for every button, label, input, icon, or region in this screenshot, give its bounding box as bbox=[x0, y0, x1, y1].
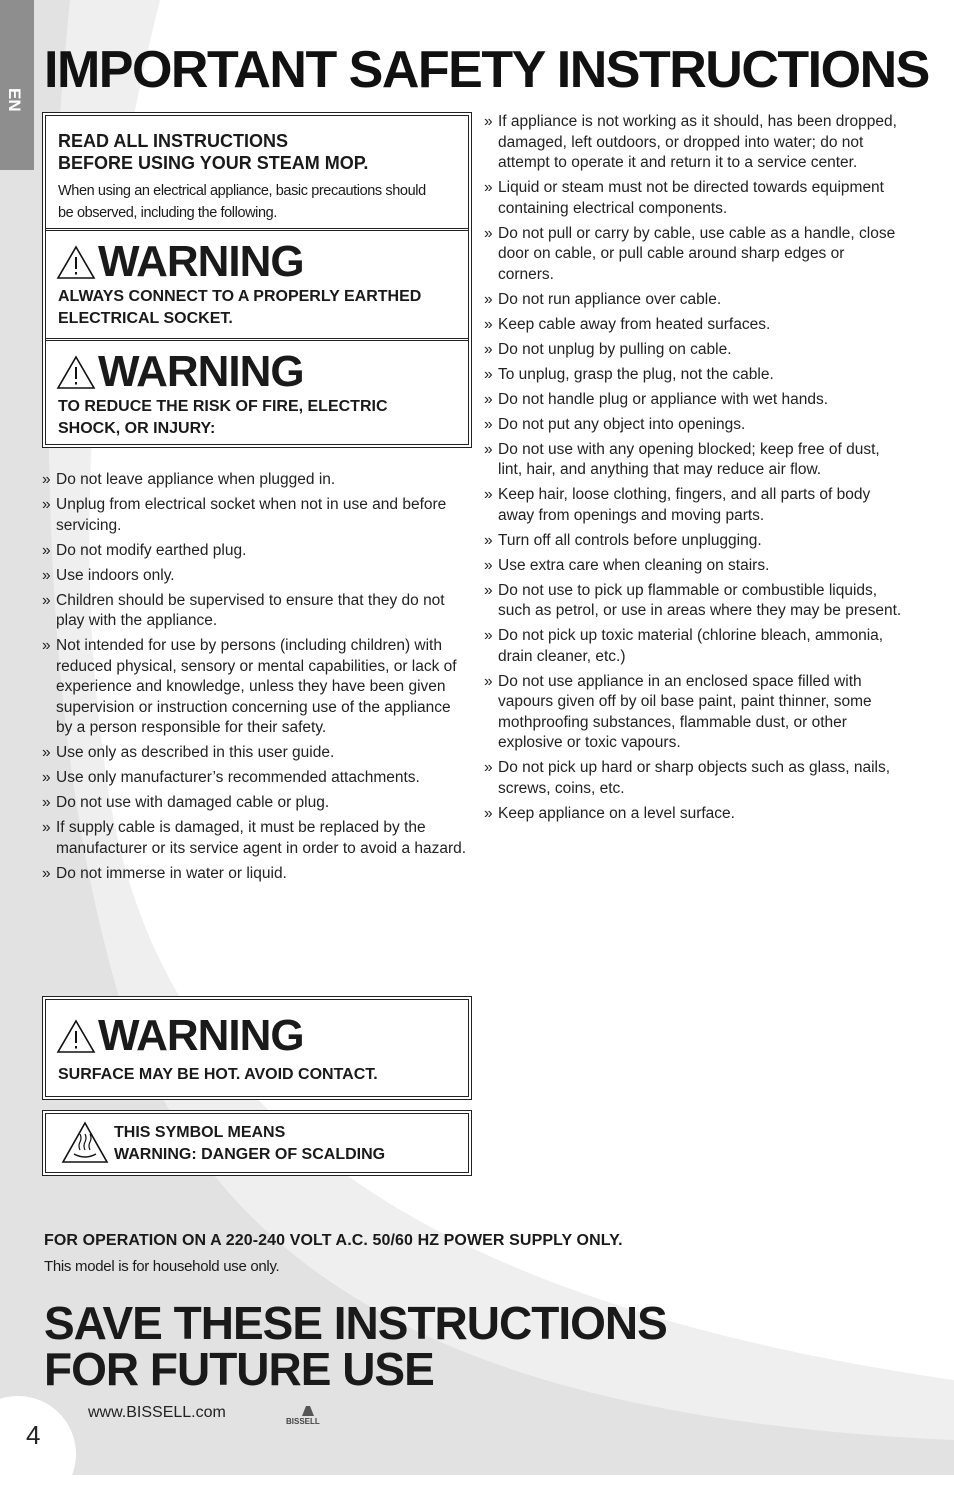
list-item: » Do not use to pick up flammable or combustible liquids, such as petrol, or use in areas where they may be present. bbox=[484, 581, 904, 622]
left-instructions-list bbox=[42, 470, 470, 889]
list-item: » Use extra care when cleaning on stairs. bbox=[484, 556, 904, 577]
list-item: » Use only manufacturer’s recommended attachments. bbox=[42, 768, 470, 789]
list-item: » Children should be supervised to ensure that they do not play with the appliance. bbox=[42, 591, 470, 632]
warning-triangle-icon bbox=[56, 1018, 96, 1054]
list-item: » Keep cable away from heated surfaces. bbox=[484, 315, 904, 336]
list-item: » Not intended for use by persons (including children) with reduced physical, sensory or mental capabilities, or lack of experience and knowledge, unless they have been given supervision or instruction concerning use of the appliance by a person responsible for their safety. bbox=[42, 636, 470, 739]
warning-heading-2 bbox=[56, 347, 304, 396]
list-item: » Do not leave appliance when plugged in. bbox=[42, 470, 470, 491]
list-item: » Do not run appliance over cable. bbox=[484, 290, 904, 311]
warning-word: WARNING bbox=[98, 1011, 304, 1060]
svg-text:BISSELL: BISSELL bbox=[286, 1417, 320, 1426]
language-label: EN bbox=[5, 88, 24, 112]
scalding-symbol-box bbox=[42, 1110, 472, 1176]
warning-word: WARNING bbox=[98, 237, 304, 286]
language-tab bbox=[0, 0, 34, 170]
power-supply-note: FOR OPERATION ON A 220-240 VOLT A.C. 50/60 HZ POWER SUPPLY ONLY. bbox=[44, 1232, 623, 1249]
list-item: » Do not pick up hard or sharp objects such as glass, nails, screws, coins, etc. bbox=[484, 758, 904, 799]
list-item: » To unplug, grasp the plug, not the cable. bbox=[484, 365, 904, 386]
list-item: » Do not use with any opening blocked; keep free of dust, lint, hair, and anything that may reduce air flow. bbox=[484, 440, 904, 481]
list-item: » Keep appliance on a level surface. bbox=[484, 804, 904, 825]
save-instructions-heading: SAVE THESE INSTRUCTIONS FOR FUTURE USE bbox=[44, 1297, 667, 1395]
warning-triangle-icon bbox=[56, 244, 96, 280]
page-number: 4 bbox=[26, 1420, 41, 1450]
list-item: » Do not use with damaged cable or plug. bbox=[42, 793, 470, 814]
read-text: When using an electrical appliance, basic precautions should be observed, including the following. bbox=[58, 183, 426, 221]
list-item: » If appliance is not working as it should, has been dropped, damaged, left outdoors, or dropped into water; do not attempt to operate it and return it to a service center. bbox=[484, 112, 904, 174]
hot-surface-warning-box bbox=[42, 996, 472, 1100]
list-item: » Liquid or steam must not be directed towards equipment containing electrical components. bbox=[484, 178, 904, 219]
list-item: » Keep hair, loose clothing, fingers, and all parts of body away from openings and moving parts. bbox=[484, 485, 904, 526]
list-item: » If supply cable is damaged, it must be replaced by the manufacturer or its service agent in order to avoid a hazard. bbox=[42, 818, 470, 859]
warning-text-1: ALWAYS CONNECT TO A PROPERLY EARTHED ELECTRICAL SOCKET. bbox=[58, 288, 422, 327]
list-item: » Do not handle plug or appliance with wet hands. bbox=[484, 390, 904, 411]
warning-text-2: TO REDUCE THE RISK OF FIRE, ELECTRIC SHOCK, OR INJURY: bbox=[58, 398, 388, 437]
list-item: » Do not modify earthed plug. bbox=[42, 541, 470, 562]
scalding-text: THIS SYMBOL MEANS WARNING: DANGER OF SCALDING bbox=[114, 1124, 386, 1163]
divider bbox=[46, 228, 468, 231]
list-item: » Do not use appliance in an enclosed space filled with vapours given off by oil base paint, paint thinner, some mothproofing substances, flammable dust, or other explosive or toxic vapours. bbox=[484, 672, 904, 754]
safety-box bbox=[42, 112, 472, 448]
household-note: This model is for household use only. bbox=[44, 1258, 280, 1275]
divider bbox=[46, 338, 468, 341]
right-instructions-list bbox=[484, 112, 904, 829]
warning-heading-1 bbox=[56, 237, 304, 286]
page-title: IMPORTANT SAFETY INSTRUCTIONS bbox=[44, 41, 929, 99]
list-item: » Do not immerse in water or liquid. bbox=[42, 864, 470, 885]
read-heading: READ ALL INSTRUCTIONS BEFORE USING YOUR STEAM MOP. bbox=[58, 131, 369, 173]
list-item: » Do not pull or carry by cable, use cable as a handle, close door on cable, or pull cable around sharp edges or corners. bbox=[484, 224, 904, 286]
list-item: » Do not pick up toxic material (chlorine bleach, ammonia, drain cleaner, etc.) bbox=[484, 626, 904, 667]
warning-text-3: SURFACE MAY BE HOT. AVOID CONTACT. bbox=[58, 1066, 378, 1083]
list-item: » Turn off all controls before unplugging. bbox=[484, 531, 904, 552]
warning-triangle-icon bbox=[56, 354, 96, 390]
scalding-warning-icon bbox=[60, 1120, 110, 1166]
warning-word: WARNING bbox=[98, 347, 304, 396]
list-item: » Use only as described in this user guide. bbox=[42, 743, 470, 764]
bissell-logo bbox=[284, 1404, 332, 1426]
list-item: » Use indoors only. bbox=[42, 566, 470, 587]
warning-heading-3 bbox=[56, 1011, 304, 1060]
list-item: » Do not unplug by pulling on cable. bbox=[484, 340, 904, 361]
list-item: » Unplug from electrical socket when not in use and before servicing. bbox=[42, 495, 470, 536]
list-item: » Do not put any object into openings. bbox=[484, 415, 904, 436]
website-link[interactable]: www.BISSELL.com bbox=[88, 1404, 226, 1421]
